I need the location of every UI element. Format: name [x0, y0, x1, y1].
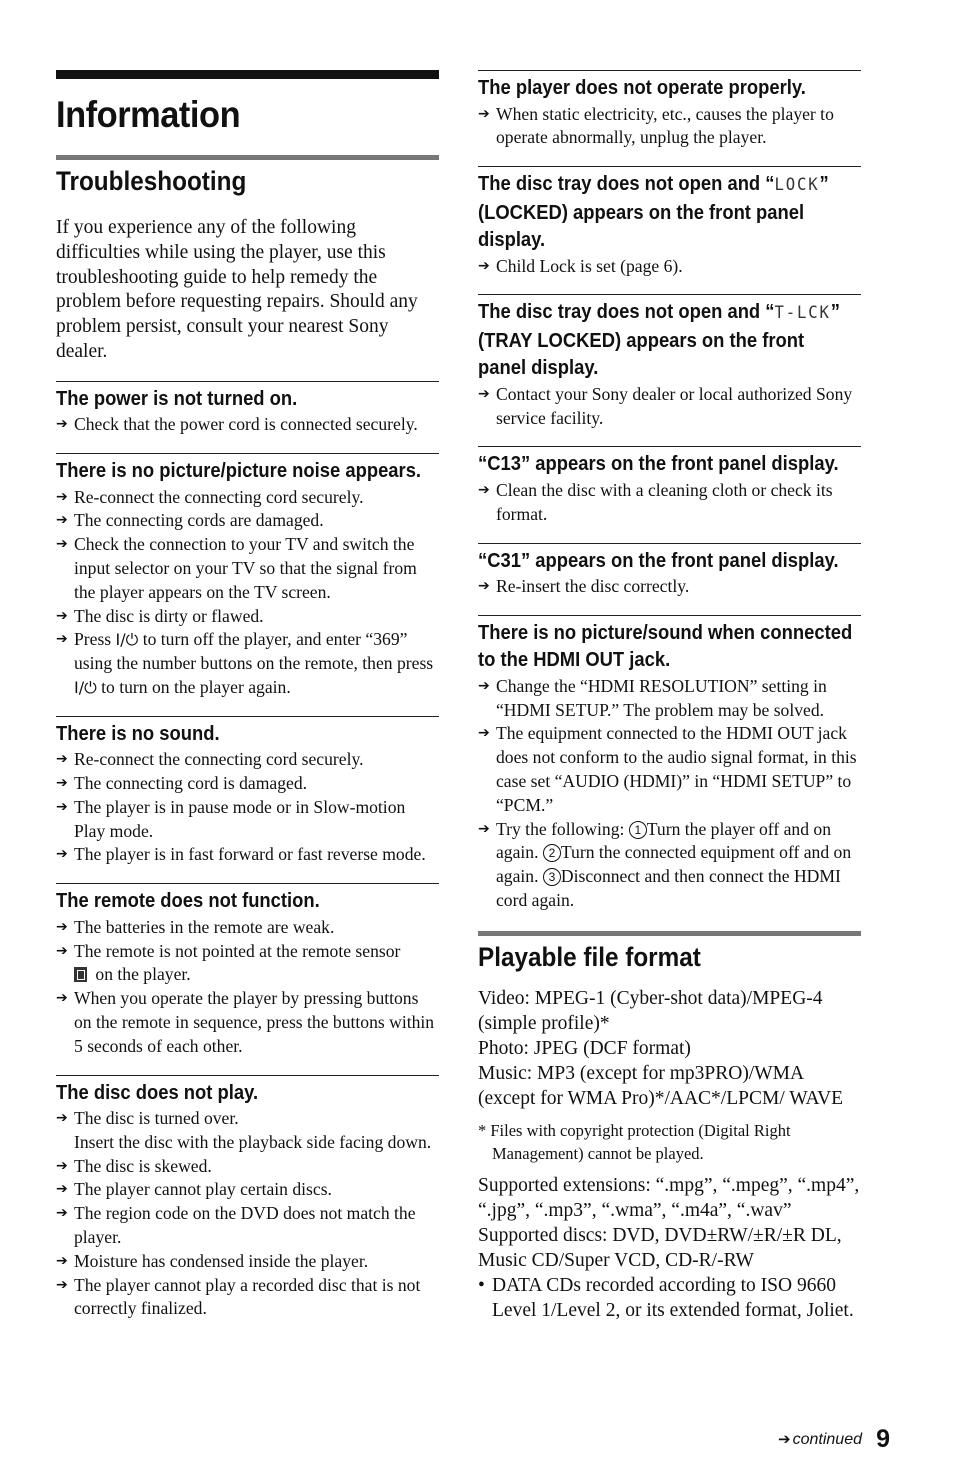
trouble-heading: The disc tray does not open and “LOCK” (LOCKED) appears on the front panel display. — [478, 173, 829, 252]
arrow-icon: ➔ — [56, 631, 68, 648]
trouble-heading: “C13” appears on the front panel display. — [478, 453, 839, 476]
arrow-icon: ➔ — [56, 607, 68, 624]
trouble-item: ➔ The disc is skewed. — [56, 1155, 439, 1179]
trouble-item: ➔ The equipment connected to the HDMI OUT jack does not conform to the audio signal format, in this case set “AUDIO (HDMI)” in “HDMI SETUP” to “PCM.” — [478, 723, 857, 815]
section-title-playable-file-format: Playable file format — [478, 941, 701, 972]
right-column — [478, 70, 861, 1323]
chapter-title: Information — [56, 94, 241, 135]
section-rule — [56, 155, 439, 160]
arrow-icon: ➔ — [56, 990, 68, 1007]
trouble-item: ➔ Check that the power cord is connected securely. — [56, 413, 439, 437]
bullet-icon: • — [478, 1274, 485, 1296]
trouble-heading: The disc tray does not open and “T-LCK” (TRAY LOCKED) appears on the front panel display. — [478, 301, 840, 380]
trouble-item: ➔ Check the connection to your TV and switch the input selector on your TV so that the signal from the player appears on the TV screen. — [56, 534, 417, 602]
page-number: 9 — [876, 1425, 890, 1453]
arrow-icon: ➔ — [478, 481, 490, 498]
trouble-block-c13 — [478, 446, 861, 526]
trouble-item: ➔ The player cannot play certain discs. — [56, 1178, 439, 1202]
trouble-block-locked — [478, 166, 861, 278]
trouble-item: ➔ The connecting cord is damaged. — [56, 772, 439, 796]
arrow-icon: ➔ — [56, 536, 68, 553]
trouble-item: ➔ The disc is dirty or flawed. — [56, 605, 439, 629]
arrow-icon: ➔ — [478, 105, 490, 122]
trouble-item: ➔ The region code on the DVD does not match the player. — [56, 1203, 416, 1247]
power-icon: I/⏻ — [74, 677, 97, 697]
trouble-item: ➔ The connecting cords are damaged. — [56, 509, 439, 533]
trouble-block-operate — [478, 70, 861, 150]
left-column — [56, 70, 439, 1321]
trouble-item: ➔ Re-insert the disc correctly. — [478, 575, 861, 599]
trouble-item: ➔ Re-connect the connecting cord securely. — [56, 748, 439, 772]
trouble-item: ➔ When you operate the player by pressing buttons on the remote in sequence, press the buttons within 5 seconds of each other. — [56, 988, 435, 1056]
circled-number-2: 2 — [543, 844, 561, 862]
trouble-heading: There is no picture/sound when connected to the HDMI OUT jack. — [478, 621, 853, 672]
arrow-icon: ➔ — [478, 677, 490, 694]
circled-number-1: 1 — [629, 821, 647, 839]
power-icon: I/⏻ — [115, 630, 139, 650]
trouble-item: ➔ The player is in pause mode or in Slow-motion Play mode. — [56, 796, 406, 841]
trouble-heading: “C31” appears on the front panel display. — [478, 549, 839, 572]
trouble-item: ➔ The player cannot play a recorded disc that is not correctly finalized. — [56, 1274, 421, 1319]
trouble-heading: There is no picture/picture noise appears. — [56, 460, 422, 483]
arrow-icon: ➔ — [778, 1430, 791, 1448]
trouble-heading: The player does not operate properly. — [478, 77, 806, 99]
trouble-block-remote — [56, 883, 439, 1058]
trouble-item: ➔ Change the “HDMI RESOLUTION” setting in “HDMI SETUP.” The problem may be solved. — [478, 675, 827, 720]
arrow-icon: ➔ — [56, 1181, 68, 1198]
trouble-heading: There is no sound. — [56, 722, 220, 745]
trouble-item: ➔ The disc is turned over. Insert the disc with the playback side facing down. — [56, 1108, 432, 1152]
drm-note: * Files with copyright protection (Digital Right Management) cannot be played. — [478, 1120, 791, 1163]
section-title-troubleshooting: Troubleshooting — [56, 166, 247, 196]
supported-discs: Supported discs: DVD, DVD±RW/±R/±R DL, Music CD/Super VCD, CD-R/-RW — [478, 1224, 842, 1271]
troubleshooting-intro: If you experience any of the following difficulties while using the player, use this troubleshooting guide to help remedy the problem before requesting repairs. Should any problem persist, consult your nearest Sony dealer. — [56, 217, 418, 362]
continued-label: ➔ continued — [778, 1430, 862, 1448]
arrow-icon: ➔ — [56, 488, 68, 505]
format-video: Video: MPEG-1 (Cyber-shot data)/MPEG-4 (simple profile)* — [478, 987, 823, 1034]
trouble-block-sound — [56, 716, 439, 867]
arrow-icon: ➔ — [478, 257, 490, 274]
trouble-item: ➔ Child Lock is set (page 6). — [478, 255, 861, 279]
arrow-icon: ➔ — [478, 578, 490, 595]
trouble-heading: The power is not turned on. — [56, 387, 298, 410]
playable-formats — [478, 986, 861, 1323]
trouble-item: ➔ Clean the disc with a cleaning cloth or check its format. — [478, 479, 833, 524]
trouble-block-power — [56, 381, 439, 437]
trouble-item: ➔ Press I/⏻ to turn off the player, and enter “369” using the number buttons on the remote, then press I/⏻ to turn on the player again. — [56, 629, 434, 697]
arrow-icon: ➔ — [56, 846, 68, 863]
trouble-block-hdmi — [478, 615, 861, 913]
trouble-heading: The remote does not function. — [56, 890, 320, 913]
remote-sensor-icon — [74, 967, 87, 982]
format-music: Music: MP3 (except for mp3PRO)/WMA (except for WMA Pro)*/AAC*/LPCM/ WAVE — [478, 1062, 844, 1109]
supported-extensions: Supported extensions: “.mpg”, “.mpeg”, “.mp4”, “.jpg”, “.mp3”, “.wma”, “.m4a”, “.wav” — [478, 1174, 860, 1221]
trouble-item: ➔ The remote is not pointed at the remote sensor on the player. — [56, 940, 401, 985]
trouble-block-picture — [56, 453, 439, 700]
arrow-icon: ➔ — [56, 1252, 68, 1269]
trouble-item: ➔ Re-connect the connecting cord securely. — [56, 486, 439, 510]
arrow-icon: ➔ — [56, 512, 68, 529]
arrow-icon: ➔ — [56, 1205, 68, 1222]
list-item: • DATA CDs recorded according to ISO 9660 Level 1/Level 2, or its extended format, Joliet. — [478, 1274, 854, 1321]
trouble-block-tray-locked — [478, 294, 861, 430]
arrow-icon: ➔ — [56, 1276, 68, 1293]
arrow-icon: ➔ — [56, 798, 68, 815]
trouble-item: ➔ The batteries in the remote are weak. — [56, 916, 439, 940]
arrow-icon: ➔ — [56, 918, 68, 935]
segment-display-text: LOCK — [774, 175, 820, 196]
arrow-icon: ➔ — [56, 1157, 68, 1174]
section-rule — [478, 931, 861, 936]
segment-display-text: T-LCK — [774, 303, 831, 324]
chapter-rule — [56, 70, 439, 79]
format-photo: Photo: JPEG (DCF format) — [478, 1037, 691, 1059]
trouble-item: ➔ Contact your Sony dealer or local authorized Sony service facility. — [478, 383, 853, 428]
trouble-block-c31 — [478, 543, 861, 599]
arrow-icon: ➔ — [56, 751, 68, 768]
arrow-icon: ➔ — [478, 725, 490, 742]
arrow-icon: ➔ — [56, 942, 68, 959]
arrow-icon: ➔ — [56, 775, 68, 792]
trouble-item: ➔ The player is in fast forward or fast reverse mode. — [56, 843, 439, 867]
trouble-block-disc — [56, 1075, 439, 1322]
trouble-item: ➔ When static electricity, etc., causes the player to operate abnormally, unplug the player. — [478, 103, 834, 148]
arrow-icon: ➔ — [478, 385, 490, 402]
trouble-item: ➔ Try the following: 1 Turn the player off and on again. 2 Turn the connected equipment off and on again. 3 Disconnect and then connect the HDMI cord again. — [478, 818, 852, 911]
trouble-heading: The disc does not play. — [56, 1081, 259, 1104]
arrow-icon: ➔ — [56, 416, 68, 433]
trouble-item: ➔ Moisture has condensed inside the player. — [56, 1250, 439, 1274]
arrow-icon: ➔ — [56, 1110, 68, 1127]
arrow-icon: ➔ — [478, 820, 490, 837]
circled-number-3: 3 — [543, 868, 561, 886]
